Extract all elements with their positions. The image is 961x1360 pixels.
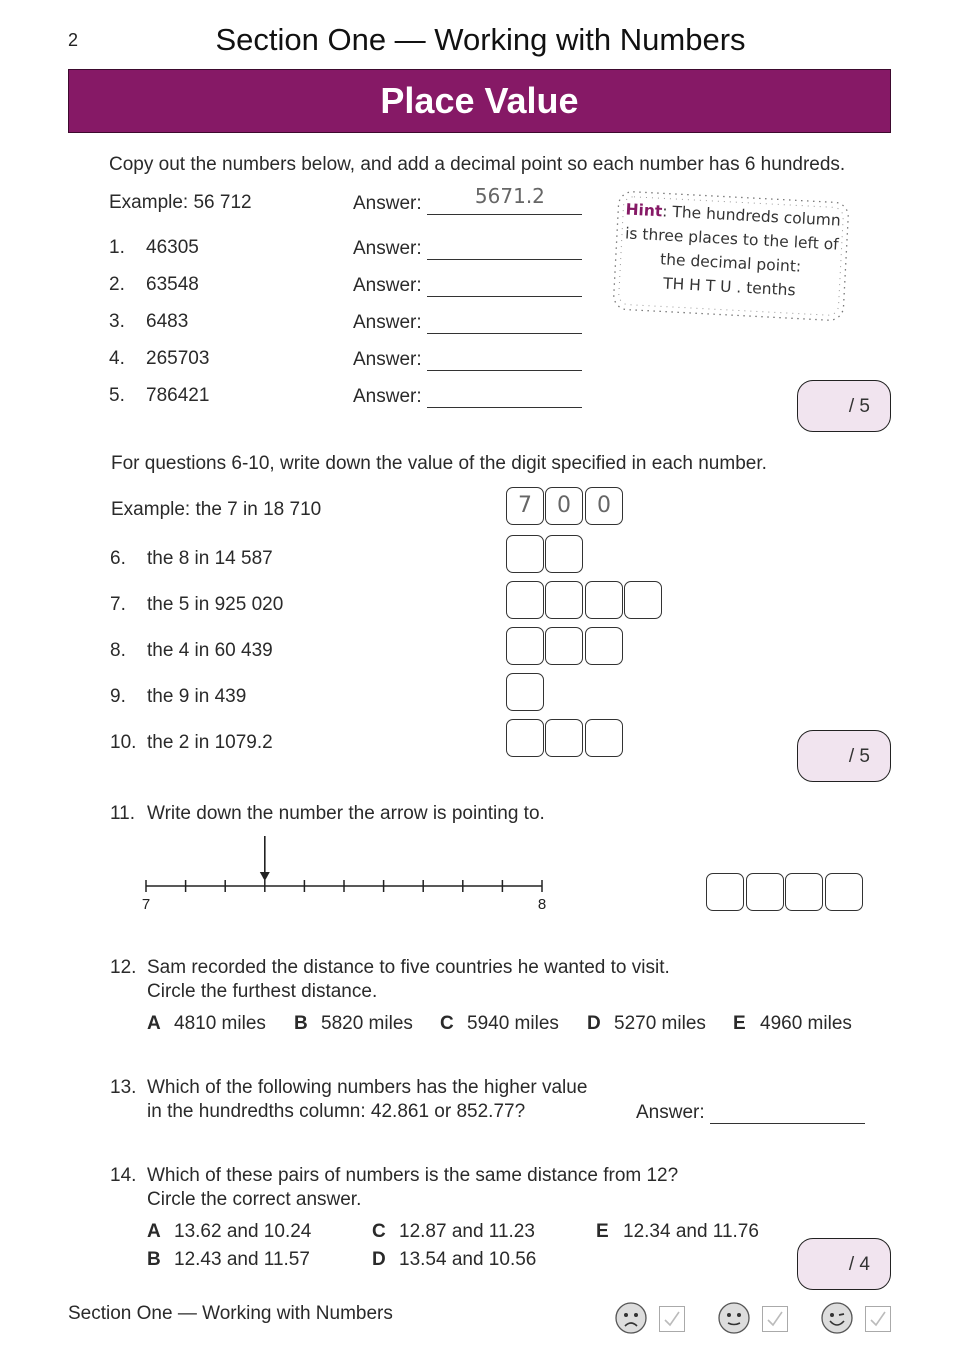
option-c[interactable] — [440, 1013, 559, 1035]
answer-label: Answer: — [353, 238, 422, 259]
question-3 — [109, 311, 188, 333]
answer-line-2[interactable] — [427, 274, 582, 297]
option-letter: D — [372, 1249, 386, 1270]
score-box-part3[interactable]: / 4 — [797, 1238, 891, 1290]
hint-label: Hint — [625, 200, 663, 221]
answer-2 — [353, 274, 582, 297]
question-2 — [109, 274, 199, 296]
option-letter: B — [294, 1013, 308, 1034]
question-number: 11. — [110, 803, 136, 824]
question-text-line-1: Which of the following numbers has the higher value — [147, 1077, 588, 1098]
question-9 — [110, 686, 246, 708]
question-10 — [110, 732, 273, 754]
option-text: 12.43 and 11.57 — [174, 1249, 310, 1270]
hint-box — [609, 187, 853, 325]
answer-box[interactable] — [585, 581, 623, 619]
option-letter: E — [733, 1013, 746, 1034]
option-text: 12.34 and 11.76 — [623, 1221, 759, 1242]
answer-line-13[interactable] — [710, 1101, 865, 1124]
question-number: 4. — [109, 348, 125, 369]
section-title: Section One — Working with Numbers — [215, 22, 746, 57]
question-11 — [110, 803, 545, 825]
answer-box[interactable] — [785, 873, 823, 911]
option-text: 13.62 and 10.24 — [174, 1221, 312, 1242]
checkbox-sad[interactable] — [659, 1306, 685, 1332]
answer-box[interactable] — [585, 719, 623, 757]
option-e[interactable] — [733, 1013, 852, 1035]
answer-box[interactable] — [506, 627, 544, 665]
hint-line-4: TH H T U . tenths — [662, 274, 797, 300]
option-d[interactable] — [372, 1249, 536, 1271]
answer-box[interactable] — [585, 627, 623, 665]
happy-face-icon — [821, 1302, 853, 1334]
question-value: 786421 — [146, 385, 210, 406]
answer-line-5[interactable] — [427, 385, 582, 408]
answer-box[interactable] — [545, 535, 583, 573]
score-box-part1[interactable]: / 5 — [797, 380, 891, 432]
option-text: 13.54 and 10.56 — [399, 1249, 537, 1270]
question-12 — [110, 957, 670, 979]
question-number: 1. — [109, 237, 125, 258]
question-text-line-1: Which of these pairs of numbers is the same distance from 12? — [147, 1165, 679, 1186]
answer-box[interactable] — [624, 581, 662, 619]
question-text-line-1: Sam recorded the distance to five countries he wanted to visit. — [147, 957, 670, 978]
answer-box[interactable] — [545, 627, 583, 665]
answer-box[interactable] — [506, 581, 544, 619]
option-letter: C — [440, 1013, 454, 1034]
option-text: 12.87 and 11.23 — [399, 1221, 535, 1242]
checkbox-happy[interactable] — [865, 1306, 891, 1332]
question-13-line-2: in the hundredths column: 42.861 or 852.77? — [147, 1101, 526, 1122]
option-b[interactable] — [294, 1013, 413, 1035]
answer-4 — [353, 348, 582, 371]
arrow-icon — [260, 836, 270, 881]
hint-text — [610, 197, 853, 305]
digit-box: 0 — [585, 487, 623, 525]
answer-1 — [353, 237, 582, 260]
answer-line-4[interactable] — [427, 348, 582, 371]
question-14-line-2: Circle the correct answer. — [147, 1189, 362, 1210]
neutral-face-icon — [718, 1302, 750, 1334]
question-text: Write down the number the arrow is pointing to. — [147, 803, 545, 824]
answer-box[interactable] — [545, 581, 583, 619]
question-text: the 9 in 439 — [147, 686, 247, 707]
question-4 — [109, 348, 209, 370]
question-value: 265703 — [146, 348, 210, 369]
part1-example-answer — [353, 184, 582, 215]
answer-label: Answer: — [353, 193, 422, 214]
question-number: 13. — [110, 1077, 137, 1098]
answer-label: Answer: — [353, 349, 422, 370]
option-letter: A — [147, 1221, 161, 1242]
question-number: 7. — [110, 594, 126, 615]
digit-box: 7 — [506, 487, 544, 525]
answer-box[interactable] — [825, 873, 863, 911]
question-number: 14. — [110, 1165, 137, 1186]
answer-line-1[interactable] — [427, 237, 582, 260]
example-answer-value: 5671.2 — [474, 184, 545, 208]
answer-line-3[interactable] — [427, 311, 582, 334]
sad-face-icon — [615, 1302, 647, 1334]
option-text: 4810 miles — [174, 1013, 266, 1034]
option-text: 5270 miles — [614, 1013, 706, 1034]
example-answer-line — [427, 184, 582, 215]
answer-label: Answer: — [636, 1102, 705, 1123]
hint-line-1: : The hundreds column — [661, 202, 842, 230]
answer-box[interactable] — [706, 873, 744, 911]
number-line-end-label: 8 — [537, 896, 547, 913]
question-text: the 4 in 60 439 — [147, 640, 273, 661]
question-text: the 8 in 14 587 — [147, 548, 273, 569]
answer-box[interactable] — [506, 719, 544, 757]
option-letter: C — [372, 1221, 386, 1242]
option-letter: B — [147, 1249, 161, 1270]
option-e[interactable] — [596, 1221, 759, 1243]
question-7 — [110, 594, 283, 616]
answer-box[interactable] — [746, 873, 784, 911]
part2-instruction: For questions 6-10, write down the value of the digit specified in each number. — [111, 453, 767, 474]
question-number: 10. — [110, 732, 137, 753]
option-letter: A — [147, 1013, 161, 1034]
option-d[interactable] — [587, 1013, 706, 1035]
question-number: 3. — [109, 311, 125, 332]
hint-line-3: the decimal point: — [659, 250, 802, 276]
option-letter: E — [596, 1221, 609, 1242]
hint-line-2: is three places to the left of — [624, 224, 840, 254]
question-number: 2. — [109, 274, 125, 295]
question-text: the 5 in 925 020 — [147, 594, 284, 615]
check-icon — [660, 1307, 684, 1331]
question-number: 5. — [109, 385, 125, 406]
arrow-head — [260, 872, 270, 881]
option-letter: D — [587, 1013, 601, 1034]
option-a[interactable] — [147, 1221, 311, 1243]
option-text: 5820 miles — [321, 1013, 413, 1034]
part1-example-label: Example: 56 712 — [109, 192, 252, 213]
question-number: 8. — [110, 640, 126, 661]
question-number: 12. — [110, 957, 137, 978]
option-b[interactable] — [147, 1249, 310, 1271]
option-a[interactable] — [147, 1013, 266, 1035]
answer-box[interactable] — [506, 535, 544, 573]
answer-box[interactable] — [506, 673, 544, 711]
question-number: 6. — [110, 548, 126, 569]
score-box-part2[interactable]: / 5 — [797, 730, 891, 782]
question-13 — [110, 1077, 587, 1099]
question-8 — [110, 640, 273, 662]
title-banner — [68, 69, 891, 133]
answer-3 — [353, 311, 582, 334]
number-line — [130, 832, 560, 917]
question-value: 6483 — [146, 311, 189, 332]
answer-label: Answer: — [353, 312, 422, 333]
option-text: 5940 miles — [467, 1013, 559, 1034]
part2-example-label: Example: the 7 in 18 710 — [111, 499, 322, 520]
option-c[interactable] — [372, 1221, 535, 1243]
number-line-start-label: 7 — [141, 896, 151, 913]
check-icon — [763, 1307, 787, 1331]
checkbox-neutral[interactable] — [762, 1306, 788, 1332]
answer-label: Answer: — [353, 386, 422, 407]
footer-section-title: Section One — Working with Numbers — [68, 1303, 393, 1324]
question-value: 46305 — [146, 237, 199, 258]
digit-box: 0 — [545, 487, 583, 525]
question-1 — [109, 237, 199, 259]
question-12-line-2: Circle the furthest distance. — [147, 981, 378, 1002]
question-14 — [110, 1165, 678, 1187]
part1-instruction: Copy out the numbers below, and add a decimal point so each number has 6 hundreds. — [109, 154, 846, 175]
question-5 — [109, 385, 209, 407]
option-text: 4960 miles — [760, 1013, 852, 1034]
question-6 — [110, 548, 273, 570]
answer-label: Answer: — [353, 275, 422, 296]
page-title: Place Value — [380, 80, 579, 121]
answer-5 — [353, 385, 582, 408]
check-icon — [866, 1307, 890, 1331]
page-number: 2 — [68, 30, 79, 50]
question-value: 63548 — [146, 274, 199, 295]
question-text: the 2 in 1079.2 — [147, 732, 273, 753]
answer-13 — [636, 1101, 865, 1124]
answer-box[interactable] — [545, 719, 583, 757]
question-number: 9. — [110, 686, 126, 707]
